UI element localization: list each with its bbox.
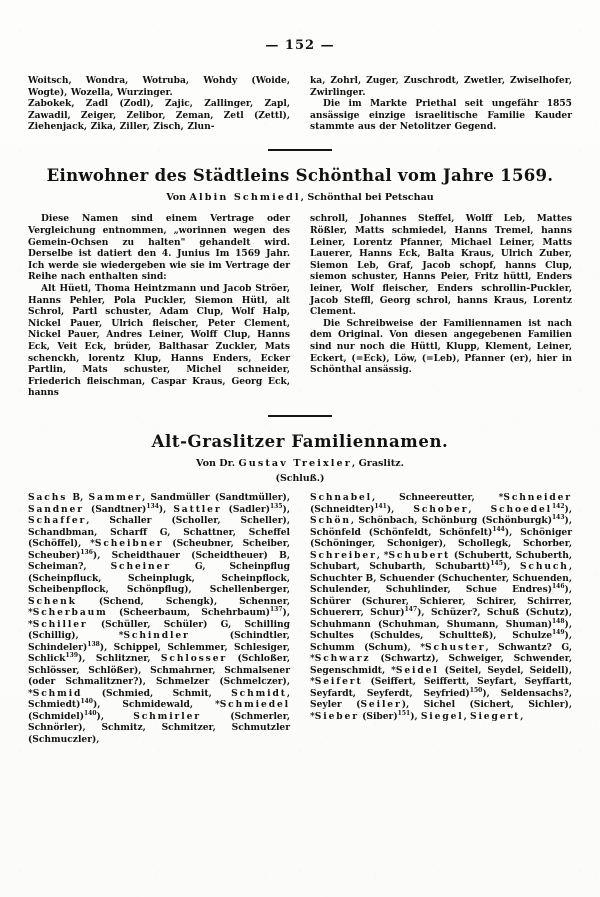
article-one-header [28, 164, 572, 203]
paragraph: Alt Hüetl, Thoma Heintzmann und Jacob Ströer, Hanns Pehler, Pola Puckler, Siemon Hütl, alt Schrol, Partl schuster, Adam Clup, Wolf Halp, Nickel Pauer, Ulrich fleischer, Peter Clement, Nickel Pauer, Andres Leiner, Wolff Clup, Hanns Eck, Veit Eck, brüder, Balthasar Zuckler, Mats schenckh, lorentz Klup, Hanns Enders, Ecker Partlin, Mats schuster, Michel schneider, Friederich fleischman, Caspar Kraus, Georg Eck, hanns [28, 283, 290, 399]
surname-entries: Schnabel, Schneereutter, *Schneider (Schneidter)$^{141}$), Schober, Schoedel$^{142}$), Schön, Schönbach, Schönburg (Schönburgk)$^{143}$), Schönfeld (Schönfeldt, Schönfelt)$^{144}$), Schöniger (Schöninger, Schoniger), Schollegk, Schorber, Schreiber, *Schubert (Schubertt, Schuberth, Schubart, Schubarth, Schubartt)$^{145}$), Schuch, Schuchter B, Schuender (Schuchenter, Schuenden, Schulender, Schuhlinder, Schue Endres)$^{146}$), Schürer (Schurer, Schierer, Schirer, Schirrer, Schuererr, Schur)$^{147}$), Schüzer?, Schuß (Schutz), Schuhmann (Schuhman, Shumann, Shuman)$^{148}$), Schultes (Schuldes, Schultteß), Schulze$^{149}$), Schumm (Schum), *Schuster, Schwantz? G, *Schwarz (Schwartz), Schweiger, Schwender, Segenschmidt, *Seidel (Seitel, Seydel, Seidell), *Seifert (Seiffert, Seiffertt, Seyfart, Seyffartt, Seyfardt, Seyferdt, Seyfried)$^{150}$), Seldensachs?, Seyler (Seiler), Sichel (Sichert, Sichler), *Sieber (Siber)$^{151}$), Siegel, Siegert, [310, 492, 573, 722]
byline-prefix: Von Dr. [196, 458, 239, 470]
top-continuation-columns [28, 75, 572, 133]
conclusion-note: (Schluß.) [275, 473, 325, 485]
byline-prefix: Von [166, 192, 190, 204]
article-two-title: Alt-Graslitzer Familiennamen. [151, 432, 449, 452]
spacer [28, 206, 572, 213]
paragraph: schroll, Johannes Steffel, Wolff Leb, Mattes Rößler, Matts schmiedel, Hanns Tremel, hanns Leiner, Lorentz Pfanner, Michael Leiner, Matts Lauerer, Hanns Eck, Balta Kraus, Ulrich Zuber, Siemon Leb, Graf, Jacob schopf, hanns Clup, siemon schuster, Hanns Peier, Fritz hüttl, Enders leiner, Wolf fleischer, Enders schrollin-Puckler, Jacob Steffl, Georg schrol, hanns Kraus, Lorentz Clement. [310, 213, 572, 318]
surname-list-right [310, 492, 572, 722]
surname-entries: Sachs B, Sammer, Sandmüller (Sandtmüller), Sandner (Sandtner)$^{134}$), Sattler (Sadler)$^{135}$), Schaffer, Schaller (Scholler, Scheller), Schandbman, Scharff G, Schattner, Scheffel (Schöffel), *Scheibner (Scheubner, Scheiber, Scheuber)$^{136}$), Scheidthauer (Scheidtheuer) B, Scheiman?, Scheiner G, Scheinpflug (Scheinpfluck, Scheinplugk, Scheinpflock, Scheibenpflock, Schönpflug), Schellenberger, Schenk (Schend, Schengk), Schenner, *Scherbaum (Scheerbaum, Schehrbaum)$^{137}$), *Schiller (Schüller, Schüler) G, Schilling (Schillig), *Schindler (Schindtler, Schindeler)$^{138}$), Schippel, Schlemmer, Schlesiger, Schlick$^{139}$), Schlitzner, Schlosser (Schloßer, Schlösser, Schlößer), Schmahrner, Schmalsener (oder Schmalitzner?), Schmelzer (Schmelczer), *Schmid (Schmied, Schmit, Schmidt, Schmiedt)$^{140}$), Schmidewald, *Schmiedel (Schmidel)$^{140}$), Schmirler (Schmerler, Schnörler), Schmitz, Schmitzer, Schmutzler (Schmuczler), [28, 492, 290, 745]
article-one-column-right [310, 213, 572, 375]
article-one-left-text [28, 213, 290, 399]
paragraph: Die im Markte Priethal seit ungefähr 1855 ansässige einzige israelitische Familie Kauder stammte aus der Netolitzer Gegend. [310, 98, 572, 133]
article-two-columns [28, 492, 572, 745]
section-divider-rule [268, 415, 332, 418]
article-one-right-text [310, 213, 572, 375]
section-divider-rule [268, 149, 332, 152]
article-one-columns [28, 213, 572, 399]
top-left-text [28, 75, 290, 133]
paragraph: Woitsch, Wondra, Wotruba, Wohdy (Woide, Wogte), Wozella, Wurzinger. [28, 75, 290, 98]
paragraph: Zabokek, Zadl (Zodl), Zajic, Zallinger, Zapl, Zawadil, Zeiger, Zelibor, Zeman, Zetl (Zettl), Ziehenjack, Zika, Ziller, Zisch, Zlun- [28, 98, 290, 133]
article-one-column-left [28, 213, 290, 399]
article-two-column-right [310, 492, 572, 722]
surname-list-left [28, 492, 290, 745]
top-column-left [28, 75, 290, 133]
article-two-column-left [28, 492, 290, 745]
article-two-byline [28, 458, 572, 469]
article-two-header [28, 430, 572, 484]
article-one-title: Einwohner des Städtleins Schönthal vom Jahre 1569. [46, 166, 554, 186]
top-right-text [310, 75, 572, 133]
page-number: — 152 — [265, 38, 335, 53]
paragraph: Die Schreibweise der Familiennamen ist nach dem Original. Von diesen angegebenen Familien sind nur noch die Hüttl, Klupp, Klement, Leiner, Eckert, (=Eck), Löw, (=Leb), Pfanner (er), hier in Schönthal ansässig. [310, 317, 572, 376]
paragraph: ka, Zohrl, Zuger, Zuschrodt, Zwetler, Zwiselhofer, Zwirlinger. [310, 75, 572, 98]
paragraph: Diese Namen sind einem Vertrage oder Vergleichung entnommen, „worinnen wegen des Gemein-Ochsen zu halten" gehandelt wird. Derselbe ist datiert den 4. Junius Im 1569 Jahr. Ich werde sie wiedergeben wie sie im Vertrage der Reihe nach enthalten sind: [28, 213, 290, 283]
byline-author: Albin Schmiedl [189, 192, 301, 204]
byline-suffix: , Graslitz. [351, 458, 404, 470]
article-one-byline [28, 192, 572, 203]
byline-author: Gustav Treixler [238, 458, 352, 470]
byline-suffix: , Schönthal bei Petschau [300, 192, 434, 204]
top-column-right [310, 75, 572, 133]
